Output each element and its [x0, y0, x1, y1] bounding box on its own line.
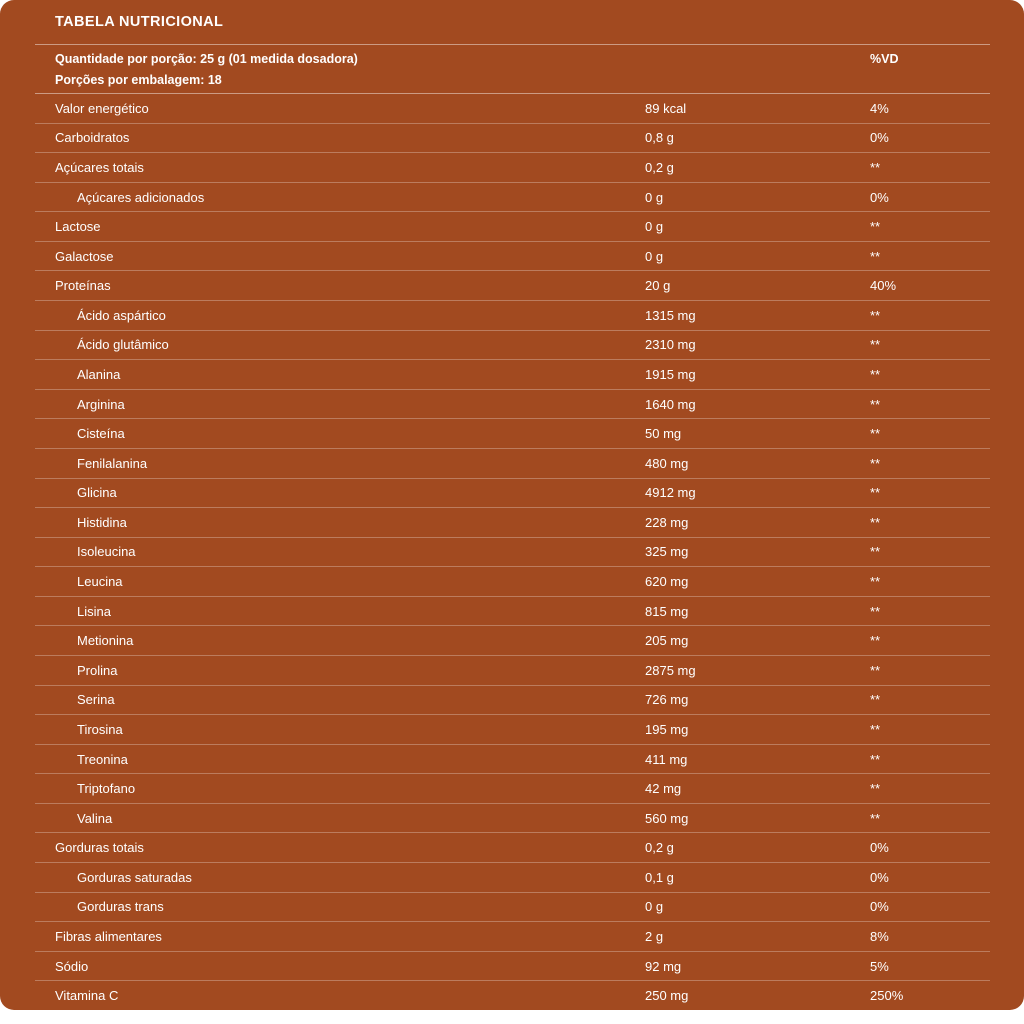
row-vd: 0% [870, 840, 889, 856]
row-value: 620 mg [645, 574, 689, 590]
row-vd: ** [870, 426, 881, 442]
row-value: 1315 mg [645, 307, 696, 323]
row-value: 2 g [645, 928, 664, 944]
row-value: 0,2 g [645, 159, 674, 175]
table-row [35, 656, 990, 686]
table-row [35, 479, 990, 509]
table-rows [35, 94, 990, 1010]
table-row [35, 124, 990, 154]
table-row [35, 271, 990, 301]
row-vd: 0% [870, 189, 889, 205]
row-value: 0 g [645, 248, 664, 264]
row-label: Açúcares totais [55, 159, 144, 175]
row-vd: 0% [870, 130, 889, 146]
table-row [35, 567, 990, 597]
row-vd: ** [870, 721, 881, 737]
row-label: Ácido glutâmico [77, 337, 169, 353]
table-row [35, 390, 990, 420]
row-label: Fibras alimentares [55, 928, 162, 944]
row-vd: ** [870, 219, 881, 235]
row-label: Metionina [77, 633, 134, 649]
nutrition-table [35, 0, 990, 1010]
table-title: TABELA NUTRICIONAL [55, 14, 224, 30]
table-header [35, 45, 990, 94]
row-value: 726 mg [645, 692, 689, 708]
table-row [35, 715, 990, 745]
row-value: 228 mg [645, 514, 689, 530]
row-vd: ** [870, 455, 881, 471]
row-label: Alanina [77, 366, 121, 382]
row-value: 411 mg [645, 751, 688, 767]
table-row [35, 804, 990, 834]
row-vd: ** [870, 662, 881, 678]
table-row [35, 94, 990, 124]
row-label: Fenilalanina [77, 455, 148, 471]
row-value: 0,8 g [645, 130, 674, 146]
row-value: 205 mg [645, 633, 689, 649]
row-label: Leucina [77, 574, 123, 590]
table-row [35, 153, 990, 183]
row-label: Ácido aspártico [77, 307, 166, 323]
row-label: Cisteína [77, 426, 125, 442]
table-row [35, 508, 990, 538]
table-row [35, 301, 990, 331]
row-value: 250 mg [645, 988, 689, 1004]
row-value: 4912 mg [645, 485, 696, 501]
row-label: Prolina [77, 662, 118, 678]
portions-per-package-line: Porções por embalagem: 18 [55, 73, 222, 87]
table-row [35, 893, 990, 923]
row-label: Açúcares adicionados [77, 189, 205, 205]
table-row [35, 538, 990, 568]
row-vd: 4% [870, 100, 889, 116]
row-vd: ** [870, 544, 881, 560]
row-vd: 250% [870, 988, 904, 1004]
table-row [35, 360, 990, 390]
row-vd: ** [870, 603, 881, 619]
row-label: Triptofano [77, 781, 136, 797]
row-vd: ** [870, 633, 881, 649]
serving-header-line [35, 47, 990, 71]
table-row [35, 863, 990, 893]
row-value: 42 mg [645, 781, 682, 797]
table-row [35, 183, 990, 213]
row-label: Gorduras totais [55, 840, 144, 856]
serving-size-line: Quantidade por porção: 25 g (01 medida dosadora) [55, 52, 358, 66]
table-row [35, 419, 990, 449]
row-label: Lisina [77, 603, 111, 619]
table-row [35, 981, 990, 1010]
row-vd: 8% [870, 928, 889, 944]
table-row [35, 331, 990, 361]
table-row [35, 212, 990, 242]
table-row [35, 922, 990, 952]
portions-header-line [35, 71, 990, 89]
row-value: 1915 mg [645, 366, 696, 382]
row-label: Galactose [55, 248, 114, 264]
row-vd: ** [870, 692, 881, 708]
row-label: Valor energético [55, 100, 149, 116]
table-row [35, 626, 990, 656]
row-vd: ** [870, 514, 881, 530]
row-value: 0,2 g [645, 840, 674, 856]
table-row [35, 952, 990, 982]
table-title-row [35, 0, 990, 45]
table-row [35, 242, 990, 272]
row-label: Treonina [77, 751, 128, 767]
row-label: Tirosina [77, 721, 123, 737]
row-label: Gorduras trans [77, 899, 164, 915]
row-label: Sódio [55, 958, 89, 974]
row-value: 20 g [645, 278, 671, 294]
table-row [35, 597, 990, 627]
row-value: 89 kcal [645, 100, 687, 116]
row-vd: ** [870, 396, 881, 412]
row-value: 92 mg [645, 958, 682, 974]
row-value: 0 g [645, 899, 664, 915]
row-value: 0 g [645, 219, 664, 235]
row-label: Proteínas [55, 278, 111, 294]
row-vd: ** [870, 810, 881, 826]
row-vd: ** [870, 248, 881, 264]
table-row [35, 833, 990, 863]
row-vd: 5% [870, 958, 889, 974]
table-row [35, 745, 990, 775]
row-label: Lactose [55, 219, 101, 235]
row-vd: ** [870, 574, 881, 590]
row-vd: 0% [870, 869, 889, 885]
row-vd: ** [870, 366, 881, 382]
row-vd: 0% [870, 899, 889, 915]
row-vd: ** [870, 337, 881, 353]
row-vd: ** [870, 485, 881, 501]
row-label: Vitamina C [55, 988, 119, 1004]
row-label: Glicina [77, 485, 117, 501]
row-value: 480 mg [645, 455, 689, 471]
row-value: 560 mg [645, 810, 689, 826]
table-row [35, 686, 990, 716]
row-value: 50 mg [645, 426, 682, 442]
row-vd: 40% [870, 278, 897, 294]
row-label: Arginina [77, 396, 125, 412]
row-vd: ** [870, 159, 881, 175]
row-value: 0,1 g [645, 869, 674, 885]
row-vd: ** [870, 751, 881, 767]
vd-column-header: %VD [870, 52, 899, 66]
row-value: 815 mg [645, 603, 689, 619]
row-label: Isoleucina [77, 544, 136, 560]
row-value: 2875 mg [645, 662, 696, 678]
row-value: 0 g [645, 189, 664, 205]
row-label: Serina [77, 692, 115, 708]
table-row [35, 449, 990, 479]
row-value: 2310 mg [645, 337, 696, 353]
row-value: 195 mg [645, 721, 689, 737]
row-vd: ** [870, 781, 881, 797]
row-label: Valina [77, 810, 113, 826]
row-label: Histidina [77, 514, 127, 530]
row-label: Gorduras saturadas [77, 869, 192, 885]
row-vd: ** [870, 307, 881, 323]
row-value: 325 mg [645, 544, 689, 560]
table-row [35, 774, 990, 804]
row-value: 1640 mg [645, 396, 696, 412]
row-label: Carboidratos [55, 130, 130, 146]
